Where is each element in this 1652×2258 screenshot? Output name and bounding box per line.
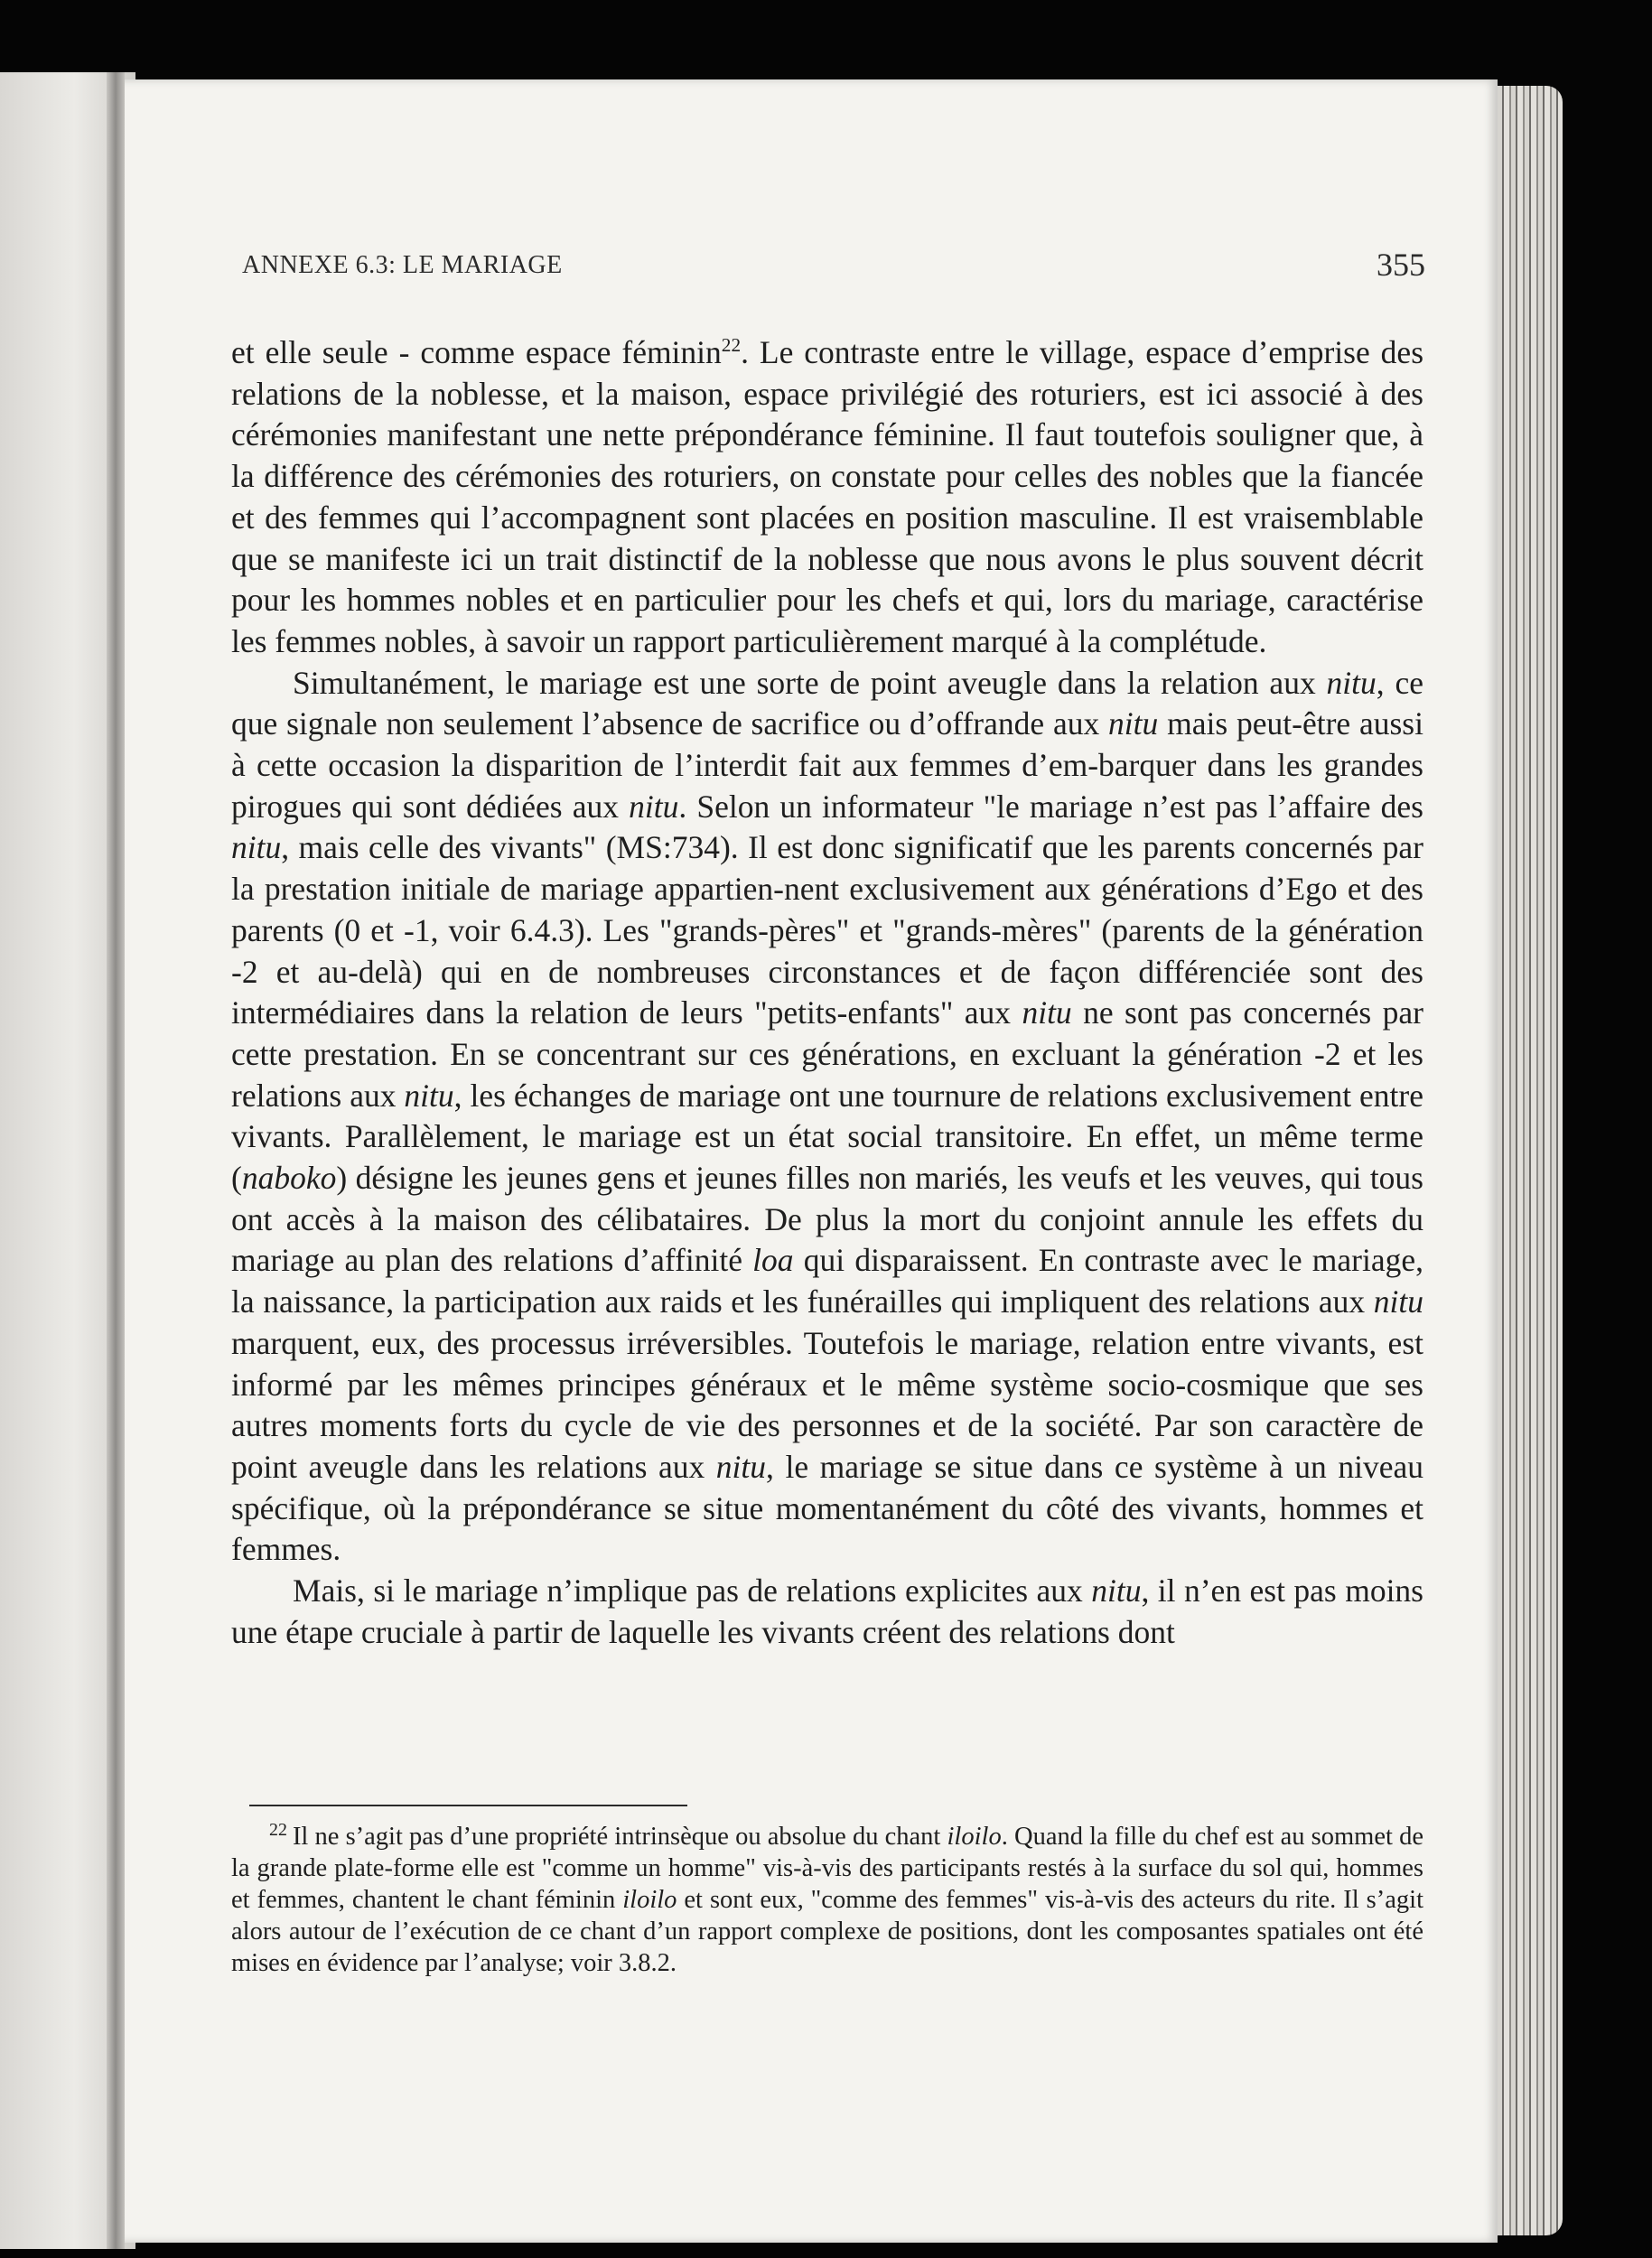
text-run: . Selon un informateur "le mariage n’est pas l’affaire des — [678, 788, 1423, 825]
italic-term: iloilo — [947, 1823, 1002, 1851]
italic-term: nitu — [231, 829, 282, 866]
footnote-text — [231, 1823, 1423, 1977]
running-head — [242, 247, 1425, 296]
text-run: Mais, si le mariage n’implique pas de relations explicites aux — [293, 1572, 1092, 1610]
text-run: . Le contraste entre le village, espace d’emprise des relations de la noblesse, et la maison, espace privilégié des roturiers, est ici associé à des cérémonies manifestant une nette prépondérance féminine. Il faut toutefois souligner que, à la différence des cérémonies des roturiers, on constate pour celles des nobles que la fiancée et des femmes qui l’accompagnent sont placées en position masculine. Il est vraisemblable que se manifeste ici un trait distinctif de la noblesse que nous avons le plus souvent décrit pour les hommes nobles et en particulier pour les chefs et qui, lors du mariage, caractérise les femmes nobles, à savoir un rapport particulièrement marqué à la complétude. — [231, 334, 1424, 659]
text-run: marquent, eux, des processus irréversibles. Toutefois le mariage, relation entre vivants, est informé par les mêmes principes généraux et le même système socio-cosmique que ses autres moments forts du cycle de vie des personnes et de la société. Par son caractère de point aveugle dans les relations aux — [231, 1324, 1423, 1485]
footnote-rule — [249, 1805, 687, 1806]
text-run: ne sont pas concernés par cette prestation. En se concentrant sur ces générations, en excluant la génération -2 et les relations aux — [231, 994, 1423, 1114]
text-run: mais peut-être aussi à cette occasion la disparition de l’interdit fait aux femmes d’em-barquer dans les grandes pirogues qui sont dédiées aux — [231, 705, 1423, 825]
text-run: , ce que signale non seulement l’absence de sacrifice ou d’offrande aux — [231, 664, 1423, 742]
italic-term: nitu — [1091, 1572, 1142, 1610]
text-run: , mais celle des vivants" (MS:734). Il est donc significatif que les parents concernés par la prestation initiale de mariage appartien-nent exclusivement aux générations d’Ego et des parents (0 et -1, voir 6.4.3). Les "grands-pères" et "grands-mères" (parents de la génération -2 et au-delà) qui en de nombreuses circonstances et de façon différenciée sont des intermédiaires dans la relation de leurs "petits-enfants" aux — [231, 829, 1423, 1031]
text-run: qui disparaissent. En contraste avec le mariage, la naissance, la participation aux raids et les funérailles qui impliquent des relations aux — [231, 1242, 1423, 1320]
italic-term: nitu — [629, 788, 679, 825]
paragraph-2 — [231, 663, 1423, 1571]
italic-term: nitu — [715, 1448, 767, 1485]
italic-term: nitu — [1022, 994, 1072, 1031]
text-run: et elle seule - comme espace féminin — [231, 334, 722, 370]
footnote — [231, 1821, 1423, 1979]
italic-term: nitu — [1108, 705, 1159, 742]
text-run: , il n’en est pas moins une étape cruciale à partir de laquelle les vivants créent des relations dont — [231, 1572, 1423, 1650]
footnote-mark: 22 — [269, 1819, 287, 1840]
running-title: ANNEXE 6.3: LE MARIAGE — [242, 251, 563, 279]
italic-term: nitu — [1373, 1283, 1423, 1320]
footnote-22 — [231, 1821, 1423, 1979]
text-run: , le mariage se situe dans ce système à un niveau spécifique, où la prépondérance se situe momentanément du côté des vivants, hommes et femmes. — [231, 1448, 1423, 1568]
italic-term: nitu — [1326, 664, 1377, 701]
paragraph-1 — [231, 332, 1423, 663]
text-run: Il ne s’agit pas d’une propriété intrinsèque ou absolue du chant — [292, 1823, 947, 1851]
italic-term: naboko — [241, 1160, 337, 1197]
text-run: , les échanges de mariage ont une tournure de relations exclusivement entre vivants. Parallèlement, le mariage est un état social transitoire. En effet, un même terme ( — [231, 1077, 1423, 1197]
footnote-ref: 22 — [721, 334, 742, 357]
italic-term: loa — [752, 1242, 794, 1279]
book-gutter — [107, 72, 125, 2249]
body-text — [231, 332, 1423, 1654]
book-page — [116, 79, 1498, 2243]
page-number: 355 — [1377, 247, 1425, 283]
text-run: et sont eux, "comme des femmes" vis-à-vis des acteurs du rite. Il s’agit alors autour de l’exécution de ce chant d’un rapport complexe de positions, dont les composantes spatiales ont été mises en évidence par l’analyse; voir 3.8.2. — [231, 1886, 1423, 1977]
text-run: ) désigne les jeunes gens et jeunes filles non mariés, les veufs et les veuves, qui tous ont accès à la maison des célibataires. De plus la mort du conjoint annule les effets du mariage au plan des relations d’affinité — [231, 1160, 1423, 1279]
text-run: Simultanément, le mariage est une sorte de point aveugle dans la relation aux — [293, 664, 1327, 701]
text-run: . Quand la fille du chef est au sommet de la grande plate-forme elle est "comme un homme" vis-à-vis des participants restés à la surface du sol qui, hommes et femmes, chantent le chant féminin — [231, 1823, 1423, 1914]
paragraph-3 — [231, 1571, 1423, 1653]
italic-term: iloilo — [622, 1886, 677, 1914]
italic-term: nitu — [404, 1077, 454, 1114]
